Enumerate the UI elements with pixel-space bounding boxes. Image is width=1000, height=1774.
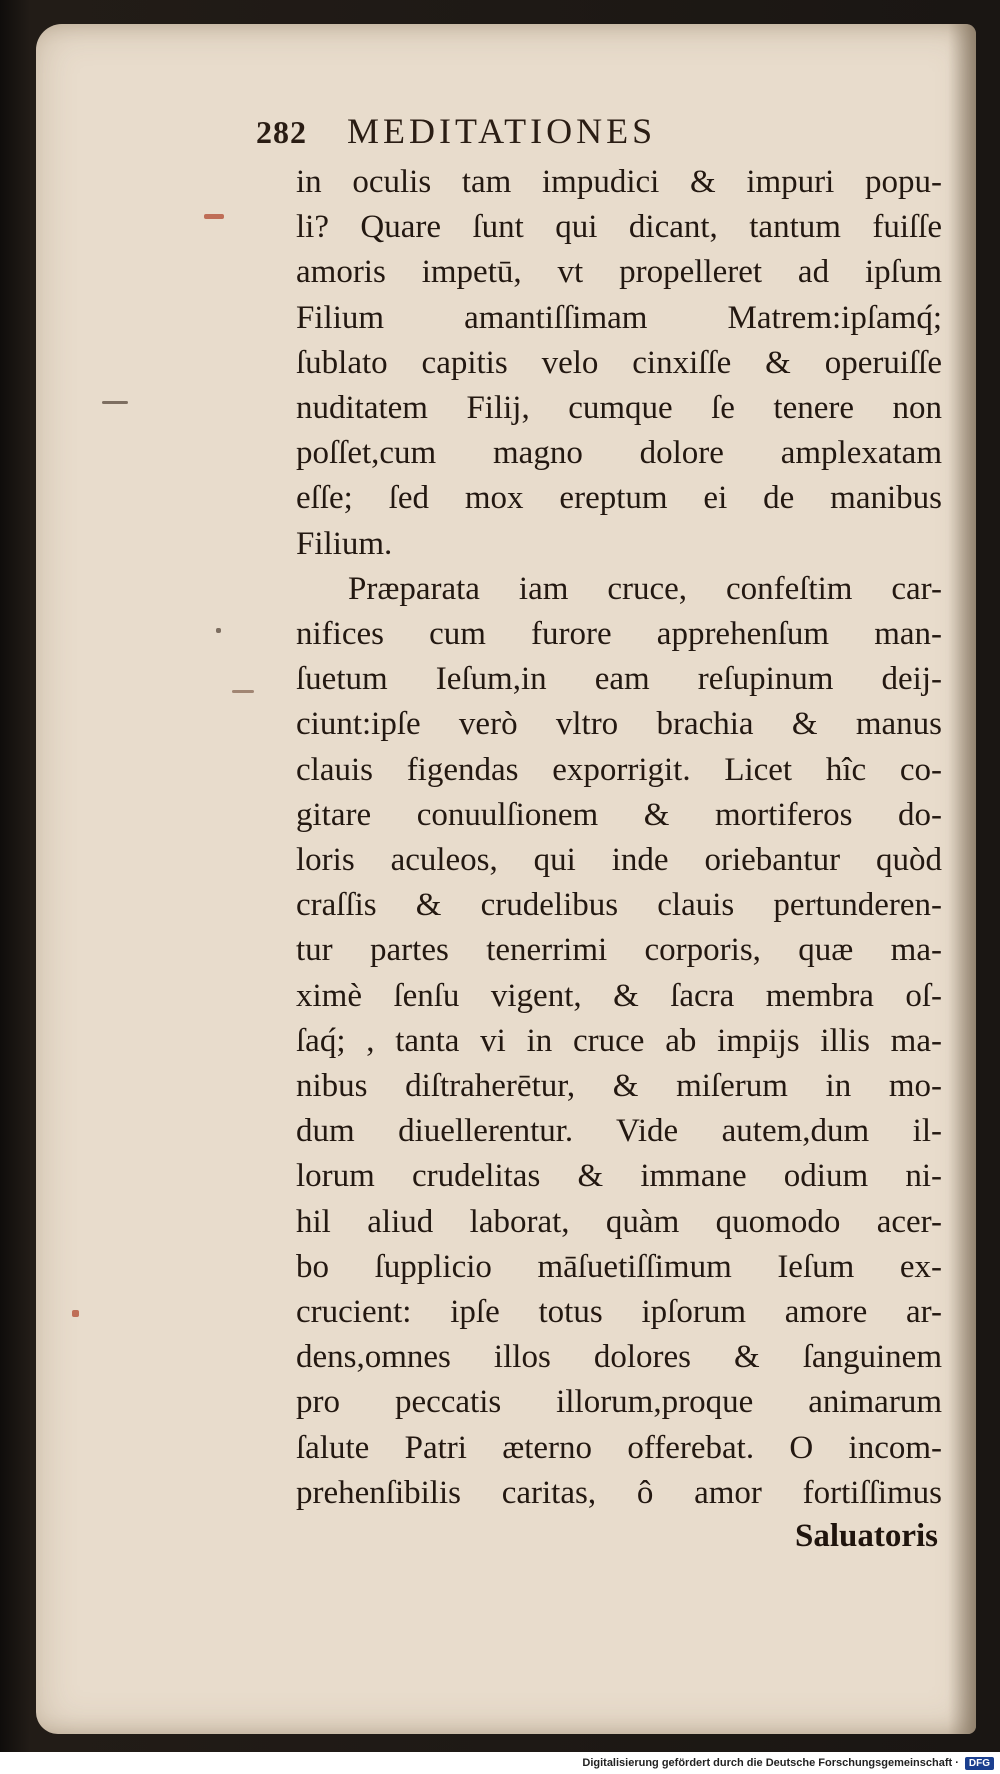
page-number: 282 xyxy=(256,114,307,150)
text-line: nifices cum furore apprehenſum man- xyxy=(296,616,942,653)
running-title: MEDITATIONES xyxy=(347,111,657,151)
text-line: nibus diſtraherētur, & miſerum in mo- xyxy=(296,1068,942,1105)
text-line: ſaq́; , tanta vi in cruce ab impijs illis ma- xyxy=(296,1022,942,1059)
text-line: ciunt:ipſe verò vltro brachia & manus xyxy=(296,706,942,743)
text-line: poſſet,cum magno dolore amplexatam xyxy=(296,435,942,472)
running-head xyxy=(256,110,896,156)
text-line: lorum crudelitas & immane odium ni- xyxy=(296,1158,942,1195)
body-text xyxy=(296,160,942,1516)
text-line: nuditatem Filij, cumque ſe tenere non xyxy=(296,390,942,427)
text-line: hil aliud laborat, quàm quomodo acer- xyxy=(296,1203,942,1240)
text-line: Filium amantiſſimam Matrem:ipſamq́; xyxy=(296,299,942,336)
margin-mark xyxy=(216,628,221,633)
dfg-logo-icon: DFG xyxy=(965,1757,994,1770)
text-line: crucient: ipſe totus ipſorum amore ar- xyxy=(296,1294,942,1331)
margin-mark xyxy=(204,214,224,219)
text-line: li? Quare ſunt qui dicant, tantum fuiſſe xyxy=(296,209,942,246)
text-line: amoris impetū, vt propelleret ad ipſum xyxy=(296,254,942,291)
text-line: Præparata iam cruce, confeſtim car- xyxy=(348,570,942,607)
text-line: loris aculeos, qui inde oriebantur quòd xyxy=(296,842,942,879)
text-line: dum diuellerentur. Vide autem,dum il- xyxy=(296,1113,942,1150)
text-line: gitare conuulſionem & mortiferos do- xyxy=(296,796,942,833)
text-line: tur partes tenerrimi corporis, quæ ma- xyxy=(296,932,942,969)
text-line: ſalute Patri æterno offerebat. O incom- xyxy=(296,1429,942,1466)
text-line: dens,omnes illos dolores & ſanguinem xyxy=(296,1339,942,1376)
text-line: ſublato capitis velo cinxiſſe & operuiſſe xyxy=(296,344,942,381)
text-line: ſuetum Ieſum,in eam reſupinum deij- xyxy=(296,661,942,698)
text-line: pro peccatis illorum,proque animarum xyxy=(296,1384,942,1421)
margin-mark xyxy=(72,1310,79,1317)
text-line: clauis figendas exporrigit. Licet hîc co- xyxy=(296,751,942,788)
margin-mark xyxy=(102,401,128,404)
text-line: ximè ſenſu vigent, & ſacra membra oſ- xyxy=(296,977,942,1014)
text-line: bo ſupplicio māſuetiſſimum Ieſum ex- xyxy=(296,1248,942,1285)
footer-credit: Digitalisierung gefördert durch die Deutsche Forschungsgemeinschaft · xyxy=(582,1757,959,1769)
digitization-footer xyxy=(0,1752,1000,1774)
text-line: eſſe; ſed mox ereptum ei de manibus xyxy=(296,480,942,517)
text-line: craſſis & crudelibus clauis pertunderen- xyxy=(296,887,942,924)
text-line: in oculis tam impudici & impuri popu- xyxy=(296,164,942,200)
text-line: Filium. xyxy=(296,525,393,562)
catchword: Saluatoris xyxy=(794,1518,938,1554)
text-line: prehenſibilis caritas, ô amor fortiſſimus xyxy=(296,1474,942,1511)
margin-mark xyxy=(232,690,254,693)
